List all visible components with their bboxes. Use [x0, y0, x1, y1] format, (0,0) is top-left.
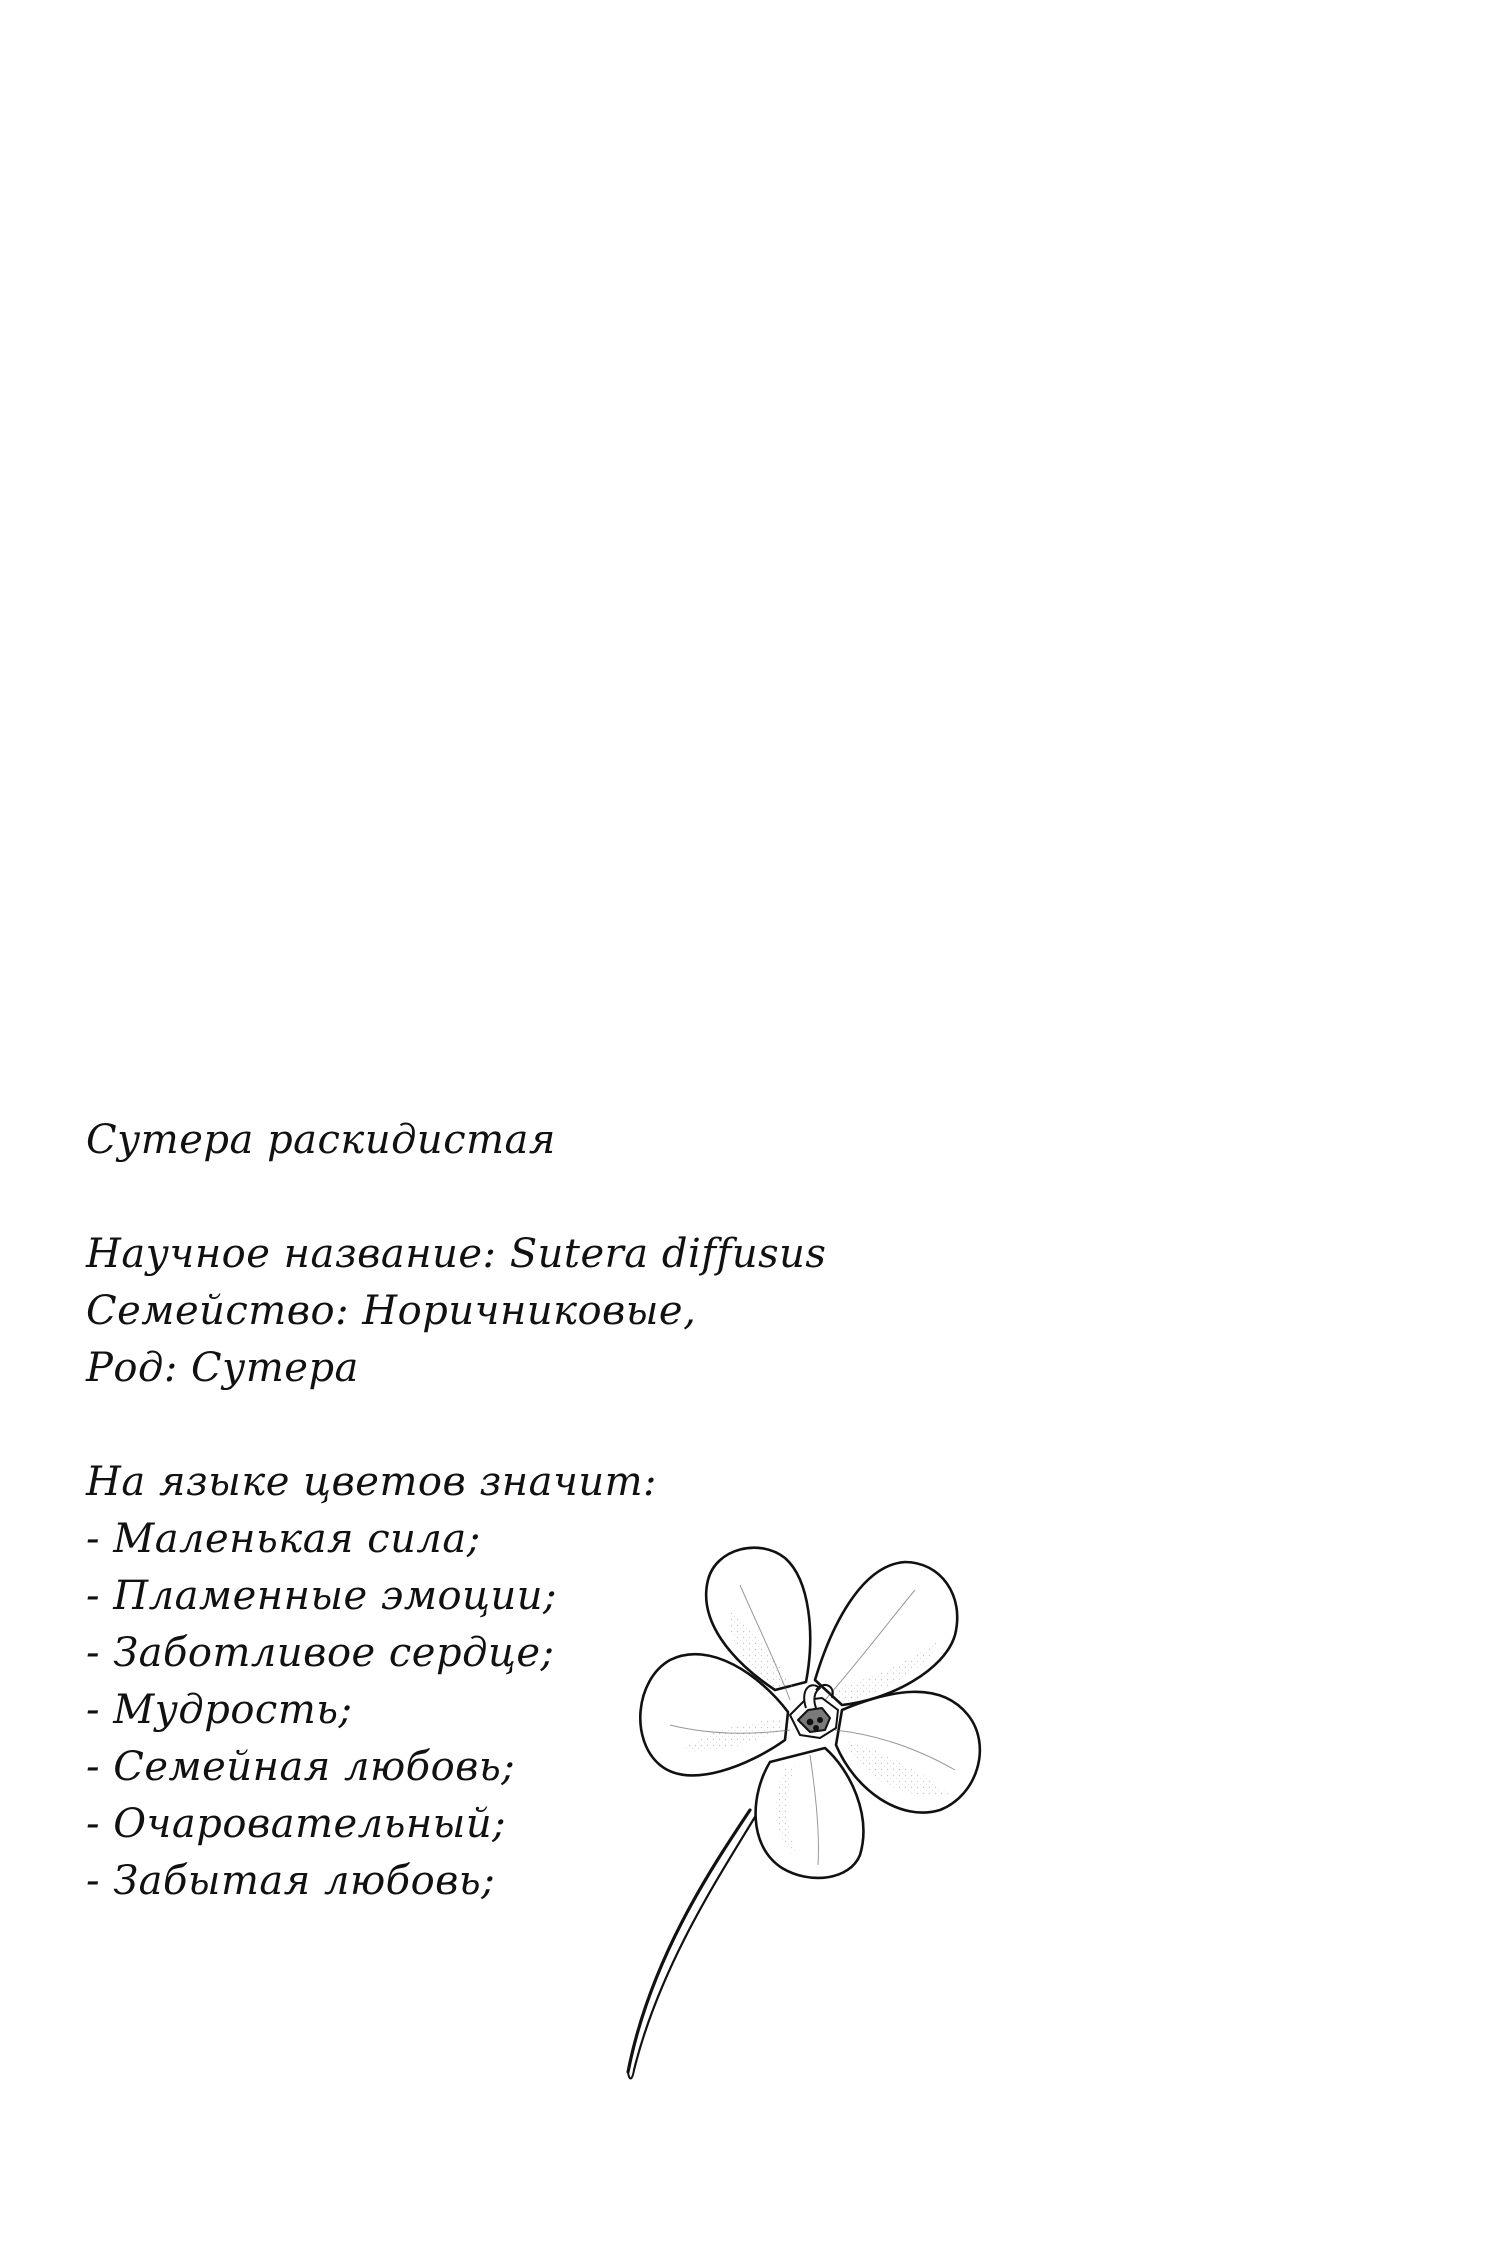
flower-illustration-icon: [610, 1540, 1030, 2100]
family: Семейство: Норичниковые,: [86, 1288, 697, 1334]
scientific-name: Научное название: Sutera diffusus: [86, 1231, 827, 1277]
meaning-item: - Пламенные эмоции;: [86, 1573, 557, 1619]
meaning-item: - Забытая любовь;: [86, 1858, 496, 1904]
flower-title: Сутера раскидистая: [86, 1117, 556, 1163]
meaning-item: - Семейная любовь;: [86, 1744, 516, 1790]
genus: Род: Сутера: [86, 1345, 359, 1391]
meaning-item: - Маленькая сила;: [86, 1516, 481, 1562]
spacer: [86, 1397, 846, 1454]
meaning-item: - Заботливое сердце;: [86, 1630, 555, 1676]
meaning-item: - Мудрость;: [86, 1687, 353, 1733]
meaning-item: - Очаровательный;: [86, 1801, 507, 1847]
spacer: [86, 1169, 846, 1226]
stem: [628, 1810, 758, 2079]
meaning-heading: На языке цветов значит:: [86, 1459, 658, 1505]
